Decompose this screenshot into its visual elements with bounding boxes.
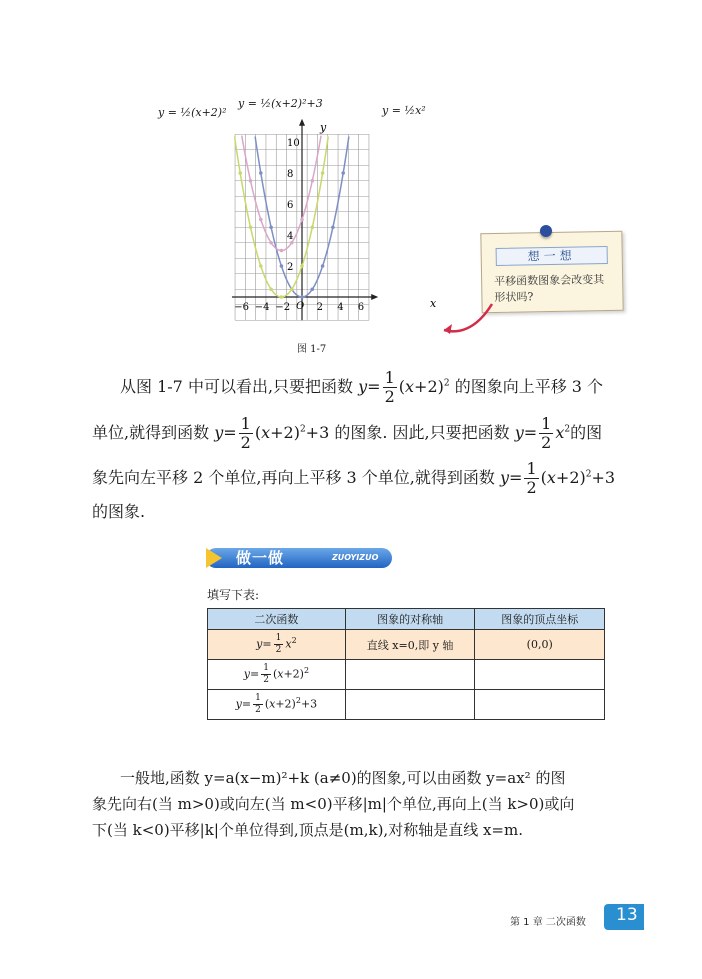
y-axis-label: y	[320, 121, 327, 134]
row2-axis[interactable]	[345, 660, 475, 690]
data-point	[300, 264, 304, 268]
think-text: 平移函数图象会改变其形状吗?	[494, 273, 605, 305]
quadratic-table	[207, 608, 605, 720]
data-point	[280, 249, 284, 253]
label-mid	[238, 97, 323, 110]
banner-title: 做一做	[236, 549, 285, 567]
page-number: 13	[616, 905, 638, 925]
chapter-label: 第 1 章 二次函数	[510, 917, 586, 928]
data-point	[311, 225, 315, 229]
paragraph-1-line-2: 单位,就得到函数 y= $\frac{1}{2}$ $(x+2)^2+3$ 的图象. 因此,只要把函数 y= $\frac{1}{2}$ $x^2$的图	[92, 414, 603, 452]
data-point	[269, 241, 273, 245]
banner-arrow-icon	[206, 548, 222, 568]
paragraph-2-line-3: 下(当 k<0)平移|k|个单位得到,顶点是(m,k),对称轴是直线 x=m.	[92, 821, 523, 839]
x-tick-label: −4	[254, 302, 270, 313]
y-tick-label: 6	[287, 200, 294, 211]
data-point	[249, 179, 253, 183]
row3-vertex[interactable]	[475, 690, 605, 720]
y-tick-label: 10	[287, 138, 300, 149]
data-point	[269, 225, 273, 229]
header-vertex: 图象的顶点坐标	[475, 609, 605, 630]
row2-vertex[interactable]	[475, 660, 605, 690]
paragraph-2-line-1: 一般地,函数 y=a(x−m)²+k (a≠0)的图象,可以由函数 y=ax² 的图	[120, 769, 566, 787]
arrow-icon	[436, 300, 496, 340]
label-left-text: y = ½(x+2)²	[158, 106, 227, 119]
p1-l2b: 的图象. 因此,只要把函数	[334, 423, 510, 442]
data-point	[280, 264, 284, 268]
data-point	[321, 264, 325, 268]
row3-axis[interactable]	[345, 690, 475, 720]
data-point	[311, 179, 315, 183]
x-tick-label: −2	[275, 302, 291, 313]
paragraph-1-line-4: 的图象.	[92, 502, 146, 521]
origin-label: O	[296, 301, 305, 312]
table-intro: 填写下表:	[207, 588, 260, 602]
data-point	[238, 171, 242, 175]
data-point	[259, 171, 263, 175]
data-point	[321, 171, 325, 175]
series-line-1	[235, 137, 329, 297]
paragraph-1-line-3: 象先向左平移 2 个单位,再向上平移 3 个单位,就得到函数 y= $\frac{1}{2}$ $(x+2)^2+3$	[92, 459, 616, 497]
p1-l1b: 的图象向上平移 3 个	[454, 377, 604, 396]
figure-caption: 图 1-7	[297, 344, 327, 355]
x-axis-label: x	[430, 297, 437, 310]
data-point	[290, 287, 294, 291]
parabola-figure	[150, 95, 450, 345]
data-point	[331, 225, 335, 229]
label-mid-text: y = ½(x+2)²+3	[238, 97, 323, 110]
y-tick-label: 2	[287, 262, 294, 273]
grid	[232, 119, 378, 321]
label-right	[382, 104, 426, 117]
p1-l2c: 的图	[570, 423, 603, 442]
paragraph-1-line-1: 从图 1-7 中可以看出,只要把函数 y= $\frac{1}{2}$ $(x+2)^2$ 的图象向上平移 3 个	[120, 368, 604, 406]
data-point	[259, 264, 263, 268]
table-row	[208, 690, 605, 720]
data-point	[341, 171, 345, 175]
x-tick-label: 2	[316, 302, 323, 313]
x-tick-label: −6	[234, 302, 249, 313]
pin-icon	[540, 225, 552, 237]
data-point	[300, 295, 304, 299]
think-title: 想一想	[496, 246, 608, 266]
table-row	[208, 630, 605, 660]
row3-function: y= $\frac{1}{2}$ $(x+2)^2+3$	[208, 690, 346, 720]
series-line-2	[242, 136, 321, 251]
p1-l3a: 象先向左平移 2 个单位,再向上平移 3 个单位,就得到函数	[92, 468, 495, 487]
header-axis: 图象的对称轴	[345, 609, 475, 630]
data-point	[249, 225, 253, 229]
data-point	[269, 287, 273, 291]
table-row	[208, 660, 605, 690]
x-tick-label: 4	[337, 302, 344, 313]
curves	[235, 136, 349, 299]
row1-vertex: (0,0)	[475, 630, 605, 660]
data-point	[300, 218, 304, 222]
x-tick-label: 6	[357, 302, 365, 313]
data-point	[259, 218, 263, 222]
data-point	[280, 295, 284, 299]
y-axis-arrow	[299, 119, 305, 126]
y-tick-label: 4	[287, 231, 294, 242]
x-axis-arrow	[371, 294, 378, 300]
label-left	[158, 106, 227, 119]
think-box	[480, 231, 623, 313]
y-tick-label: 8	[287, 169, 294, 180]
data-point	[311, 287, 315, 291]
row1-axis: 直线 x=0,即 y 轴	[345, 630, 475, 660]
p1-l1a: 从图 1-7 中可以看出,只要把函数	[120, 377, 354, 396]
p1-l2a: 单位,就得到函数	[92, 423, 210, 442]
header-function: 二次函数	[208, 609, 346, 630]
paragraph-2-line-2: 象先向右(当 m>0)或向左(当 m<0)平移|m|个单位,再向上(当 k>0)或向	[92, 795, 575, 813]
row2-function: y= $\frac{1}{2}$ $(x+2)^2$	[208, 660, 346, 690]
banner-subtitle: ZUOYIZUO	[332, 553, 379, 562]
label-right-text: y = ½x²	[382, 104, 426, 117]
row1-function: y= $\frac{1}{2}$ $x^2$	[208, 630, 346, 660]
